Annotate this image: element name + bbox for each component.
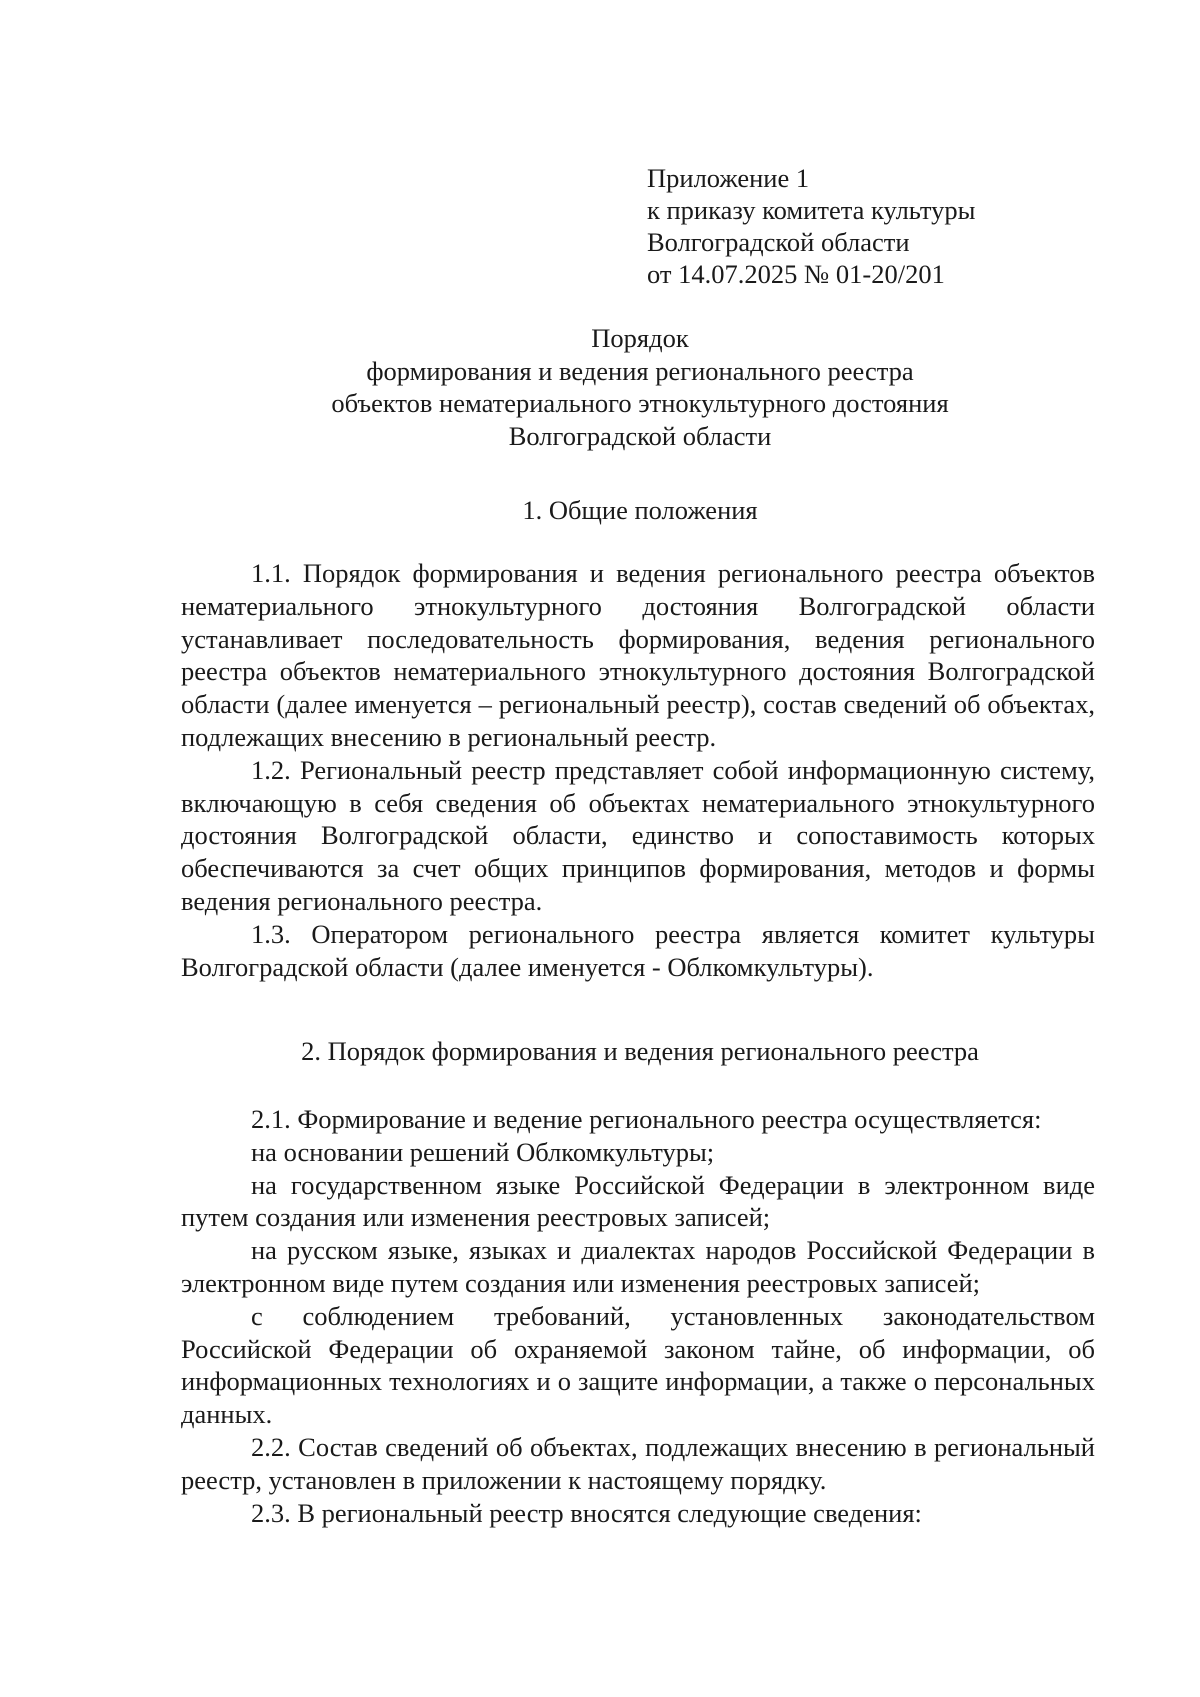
section-2-body bbox=[181, 1103, 1095, 1529]
appendix-line: Волгоградской области bbox=[647, 227, 910, 257]
list-item-state-language: на государственном языке Российской Федерации в электронном виде путем создания или изменения реестровых записей; bbox=[181, 1169, 1095, 1233]
title-line: Волгоградской области bbox=[508, 420, 772, 451]
paragraph-1-3: 1.3. Оператором регионального реестра является комитет культуры Волгоградской области (далее именуется - Облкомкультуры). bbox=[181, 918, 1095, 982]
paragraph-2-3: 2.3. В региональный реестр вносятся следующие сведения: bbox=[251, 1497, 922, 1528]
title-line: объектов нематериального этнокультурного достояния bbox=[331, 388, 949, 418]
paragraph-2-2: 2.2. Состав сведений об объектах, подлежащих внесению в региональный реестр, установлен в приложении к настоящему порядку. bbox=[181, 1431, 1095, 1495]
paragraph-1-1: 1.1. Порядок формирования и ведения регионального реестра объектов нематериального этнокультурного достояния Волгоградской области устанавливает последовательность формирования, ведения регионального реестра объектов нематериального этнокультурного достояния Волгоградской области (далее именуется – региональный реестр), состав сведений об объектах, подлежащих внесению в региональный реестр. bbox=[181, 558, 1095, 752]
appendix-line: от 14.07.2025 № 01-20/201 bbox=[647, 259, 945, 289]
title-line: Порядок bbox=[591, 323, 689, 353]
document-title bbox=[180, 322, 1100, 452]
title-line: формирования и ведения регионального реестра bbox=[366, 355, 914, 386]
paragraph-1-2: 1.2. Региональный реестр представляет собой информационную систему, включающую в себя сведения об объектах нематериального этнокультурного достояния Волгоградской области, единство и сопоставимость которых обеспечиваются за счет общих принципов формирования, методов и формы ведения регионального реестра. bbox=[181, 754, 1095, 916]
list-item-legal-requirements: с соблюдением требований, установленных законодательством Российской Федерации об охраняемой законом тайне, об информации, об информационных технологиях и о защите информации, а также о персональных данных. bbox=[181, 1300, 1095, 1430]
section-1-body bbox=[181, 557, 1095, 983]
appendix-block bbox=[647, 162, 975, 290]
appendix-line: к приказу комитета культуры bbox=[647, 195, 976, 225]
section-1-heading: 1. Общие положения bbox=[522, 495, 758, 525]
appendix-line: Приложение 1 bbox=[647, 163, 810, 193]
list-item-decisions: на основании решений Облкомкультуры; bbox=[251, 1136, 715, 1167]
list-item-russian-languages: на русском языке, языках и диалектах народов Российской Федерации в электронном виде путем создания или изменения реестровых записей; bbox=[181, 1235, 1095, 1298]
section-2-heading: 2. Порядок формирования и ведения регионального реестра bbox=[301, 1036, 979, 1066]
paragraph-2-1: 2.1. Формирование и ведение регионального реестра осуществляется: bbox=[251, 1104, 1042, 1134]
